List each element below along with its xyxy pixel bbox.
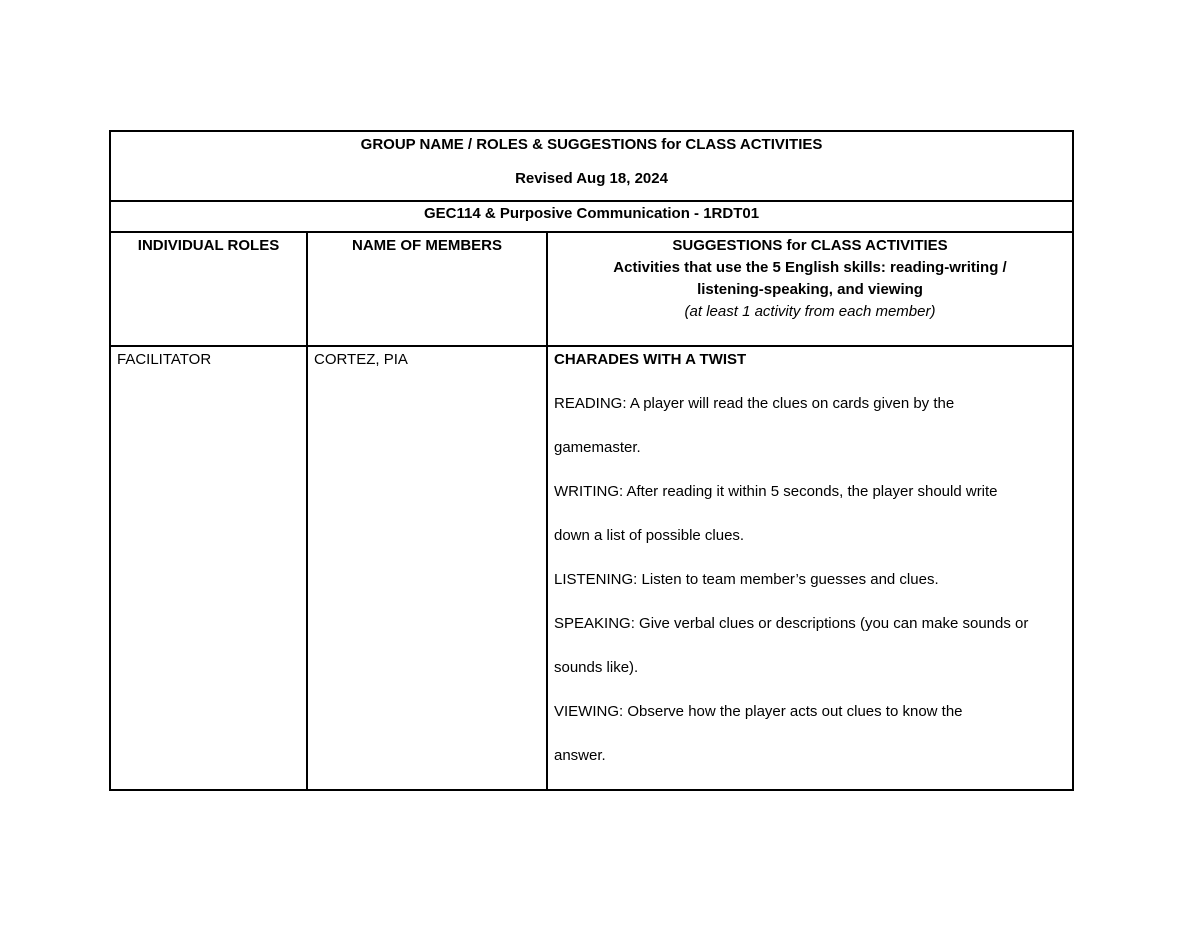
header-suggestions-line2: listening-speaking, and viewing [697, 281, 923, 298]
activity-line: gamemaster. [554, 439, 641, 456]
activity-line: READING: A player will read the clues on cards given by the [554, 395, 955, 412]
activity-line: sounds like). [554, 659, 639, 676]
activity-line: LISTENING: Listen to team member’s guesses and clues. [554, 571, 939, 588]
activity-line: answer. [554, 747, 606, 764]
header-suggestions-title: SUGGESTIONS for CLASS ACTIVITIES [672, 237, 948, 254]
activity-line: SPEAKING: Give verbal clues or descriptions (you can make sounds or [554, 615, 1029, 632]
role-cell: FACILITATOR [110, 346, 307, 790]
course-row [110, 201, 1073, 232]
activity-line: down a list of possible clues. [554, 527, 745, 544]
header-suggestions-note: (at least 1 activity from each member) [684, 303, 936, 320]
document-title: GROUP NAME / ROLES & SUGGESTIONS for CLASS ACTIVITIES [360, 136, 823, 153]
header-suggestions-line1: Activities that use the 5 English skills: reading-writing / [613, 259, 1007, 276]
activity-line: VIEWING: Observe how the player acts out clues to know the [554, 703, 963, 720]
header-suggestions [547, 232, 1073, 346]
activity-title: CHARADES WITH A TWIST [554, 351, 747, 368]
member-cell: CORTEZ, PIA [307, 346, 547, 790]
revised-date: Revised Aug 18, 2024 [515, 170, 668, 187]
title-cell [110, 131, 1073, 201]
title-row [110, 131, 1073, 201]
activity-line: WRITING: After reading it within 5 seconds, the player should write [554, 483, 998, 500]
roles-table [109, 130, 1074, 791]
header-row [110, 232, 1073, 346]
course-title: GEC114 & Purposive Communication - 1RDT01 [110, 201, 1073, 232]
table-row [110, 346, 1073, 790]
header-roles: INDIVIDUAL ROLES [110, 232, 307, 346]
header-members: NAME OF MEMBERS [307, 232, 547, 346]
activity-cell [547, 346, 1073, 790]
